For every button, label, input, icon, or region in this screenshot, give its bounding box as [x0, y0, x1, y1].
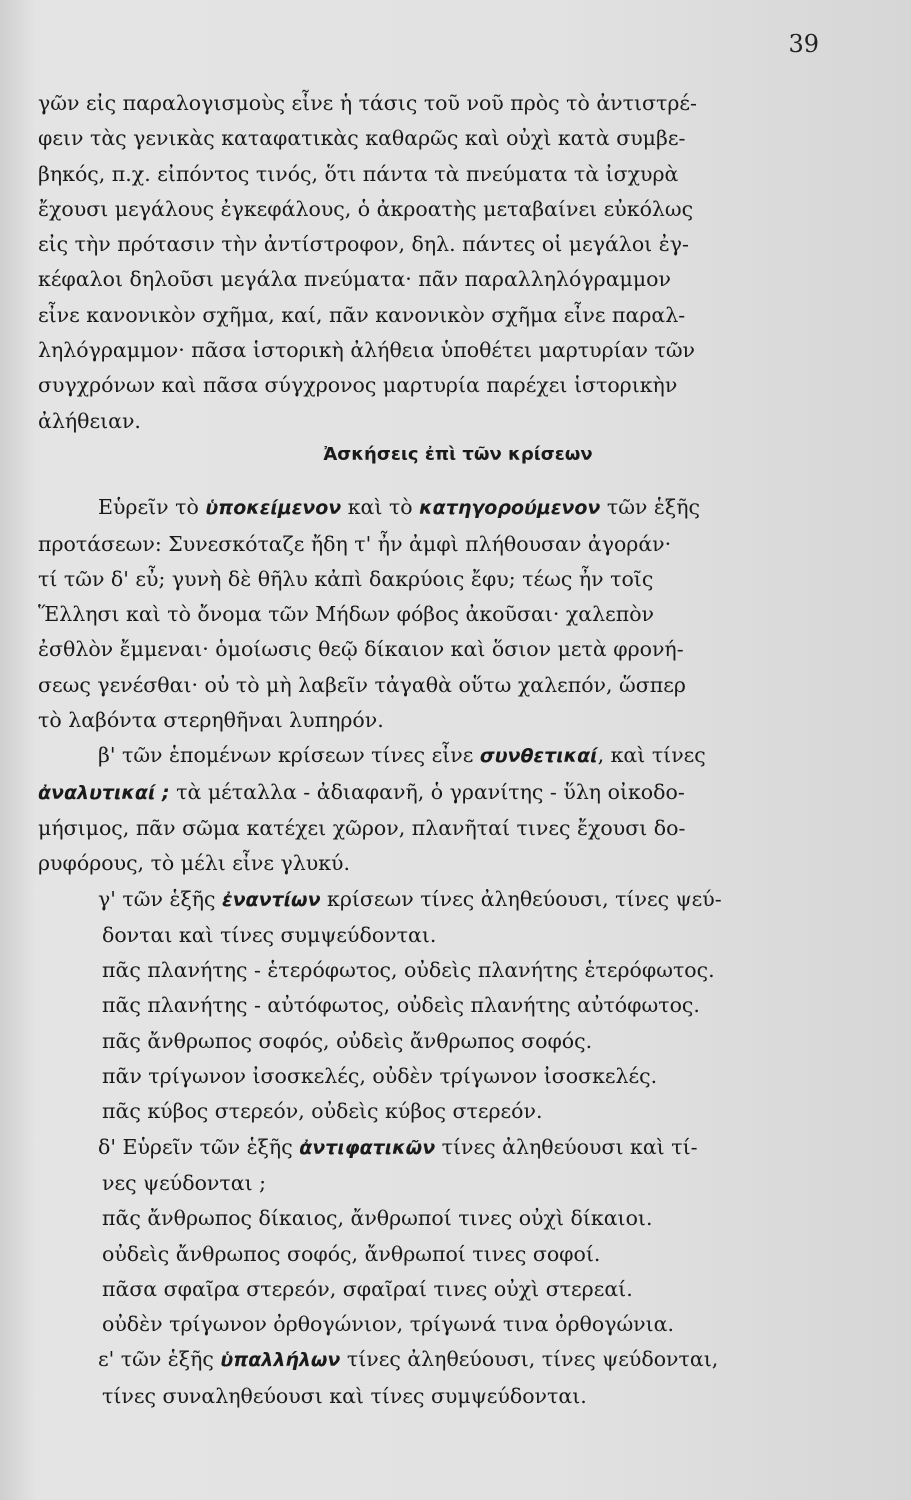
text-line: δονται καὶ τίνες συμψεύδονται.	[102, 922, 437, 947]
page-text	[38, 86, 838, 1414]
text-line: προτάσεων: Συνεσκόταζε ἤδη τ' ἦν ἀμφὶ πλήθουσαν ἀγοράν·	[38, 531, 672, 556]
list-item: πᾶς ἄνθρωπος σοφός, οὐδεὶς ἄνθρωπος σοφός.	[102, 1028, 593, 1053]
emphasis-term: ἀναλυτικαί ;	[38, 781, 170, 804]
text-span: τὰ μέταλλα - ἀδιαφανῆ, ὁ γρανίτης - ὕλη οἰκοδο-	[169, 779, 685, 804]
text-line: ἐσθλὸν ἔμμεναι· ὁμοίωσις θεῷ δίκαιον καὶ ὅσιον μετὰ φρονή-	[38, 637, 684, 662]
text-line: Ἕλλησι καὶ τὸ ὄνομα τῶν Μήδων φόβος ἀκοῦσαι· χαλεπὸν	[38, 602, 655, 627]
exercise-b	[38, 738, 838, 881]
text-line: εἰς τὴν πρότασιν τὴν ἀντίστροφον, δηλ. πάντες οἱ μεγάλοι ἐγ-	[38, 232, 689, 257]
text-span: Εὑρεῖν τὸ	[98, 495, 206, 520]
text-line: συγχρόνων καὶ πᾶσα σύγχρονος μαρτυρία παρέχει ἱστορικὴν	[38, 373, 678, 398]
exercise-e	[38, 1342, 838, 1414]
exercise-a	[38, 490, 838, 738]
text-line: κέφαλοι δηλοῦσι μεγάλα πνεύματα· πᾶν παραλληλόγραμμον	[38, 267, 671, 292]
text-line: ληλόγραμμον· πᾶσα ἱστορικὴ ἀλήθεια ὑποθέτει μαρτυρίαν τῶν	[38, 338, 696, 363]
text-span: δ' Εὑρεῖν τῶν ἑξῆς	[98, 1134, 300, 1159]
text-line	[38, 738, 838, 774]
list-item: οὐδεὶς ἄνθρωπος σοφός, ἄνθρωποί τινες σοφοί.	[102, 1241, 601, 1266]
list-item: πᾶν τρίγωνον ἰσοσκελές, οὐδὲν τρίγωνον ἰσοσκελές.	[102, 1064, 658, 1089]
text-line	[38, 775, 838, 811]
text-line: ἀλήθειαν.	[38, 408, 141, 433]
text-span: γ' τῶν ἑξῆς	[98, 886, 223, 911]
emphasis-term: ὑποκείμενον	[205, 497, 342, 520]
list-item: πᾶσα σφαῖρα στερεόν, σφαῖραί τινες οὐχὶ στερεαί.	[102, 1276, 633, 1301]
list-item: πᾶς κύβος στερεόν, οὐδεὶς κύβος στερεόν.	[102, 1099, 543, 1124]
text-line: τὸ λαβόντα στερηθῆναι λυπηρόν.	[38, 708, 384, 733]
text-line	[38, 490, 838, 526]
text-line: εἶνε κανονικὸν σχῆμα, καί, πᾶν κανονικὸν σχῆμα εἶνε παραλ-	[38, 302, 686, 327]
list-item: πᾶς ἄνθρωπος δίκαιος, ἄνθρωποί τινες οὐχὶ δίκαιοι.	[102, 1206, 653, 1231]
text-line	[38, 1342, 838, 1378]
page-number: 39	[788, 30, 819, 58]
text-span: τίνες ἀληθεύουσι, τίνες ψεύδονται,	[340, 1347, 719, 1372]
text-line: τίνες συναληθεύουσι καὶ τίνες συμψεύδονται.	[102, 1383, 587, 1408]
text-span: , καὶ τίνες	[597, 743, 706, 768]
emphasis-term: ἀντιφατικῶν	[299, 1136, 436, 1159]
exercise-c	[38, 882, 838, 1130]
text-line: τί τῶν δ' εὖ; γυνὴ δὲ θῆλυ κἀπὶ δακρύοις ἔφυ; τέως ἦν τοῖς	[38, 566, 654, 591]
exercise-d	[38, 1130, 838, 1343]
text-line	[38, 1130, 838, 1166]
text-span: τίνες ἀληθεύουσι καὶ τί-	[435, 1134, 698, 1159]
text-line	[38, 882, 838, 918]
section-heading: Ἀσκήσεις ἐπὶ τῶν κρίσεων	[323, 443, 593, 465]
emphasis-term: κατηγορούμενον	[419, 497, 601, 520]
text-span: καὶ τὸ	[341, 495, 420, 520]
list-item: πᾶς πλανήτης - ἑτερόφωτος, οὐδεὶς πλανήτης ἑτερόφωτος.	[102, 958, 715, 983]
paragraph-intro	[38, 86, 838, 439]
emphasis-term: ἐναντίων	[222, 888, 321, 911]
text-line: γῶν εἰς παραλογισμοὺς εἶνε ἡ τάσις τοῦ νοῦ πρὸς τὸ ἀντιστρέ-	[38, 91, 697, 115]
emphasis-term: ὑπαλλήλων	[220, 1349, 341, 1372]
text-line: νες ψεύδονται ;	[102, 1170, 267, 1195]
text-line: ἔχουσι μεγάλους ἐγκεφάλους, ὁ ἀκροατὴς μεταβαίνει εὐκόλως	[38, 196, 694, 221]
list-item: οὐδὲν τρίγωνον ὀρθογώνιον, τρίγωνά τινα ὀρθογώνια.	[102, 1312, 675, 1337]
text-span: β' τῶν ἑπομένων κρίσεων τίνες εἶνε	[98, 743, 480, 768]
text-span: τῶν ἑξῆς	[600, 495, 700, 520]
list-item: πᾶς πλανήτης - αὐτόφωτος, οὐδεὶς πλανήτης αὐτόφωτος.	[102, 993, 700, 1018]
text-line: μήσιμος, πᾶν σῶμα κατέχει χῶρον, πλανῆταί τινες ἔχουσι δο-	[38, 815, 686, 840]
text-line: βηκός, π.χ. εἰπόντος τινός, ὅτι πάντα τὰ πνεύματα τὰ ἰσχυρὰ	[38, 161, 679, 186]
text-line: σεως γενέσθαι· οὐ τὸ μὴ λαβεῖν τἀγαθὰ οὕτω χαλεπόν, ὥσπερ	[38, 672, 686, 697]
text-span: κρίσεων τίνες ἀληθεύουσι, τίνες ψεύ-	[320, 886, 722, 911]
text-line: ρυφόρους, τὸ μέλι εἶνε γλυκύ.	[38, 851, 351, 876]
text-line: φειν τὰς γενικὰς καταφατικὰς καθαρῶς καὶ οὐχὶ κατὰ συμβε-	[38, 126, 686, 151]
text-span: ε' τῶν ἑξῆς	[98, 1347, 221, 1372]
emphasis-term: συνθετικαί	[479, 745, 598, 768]
